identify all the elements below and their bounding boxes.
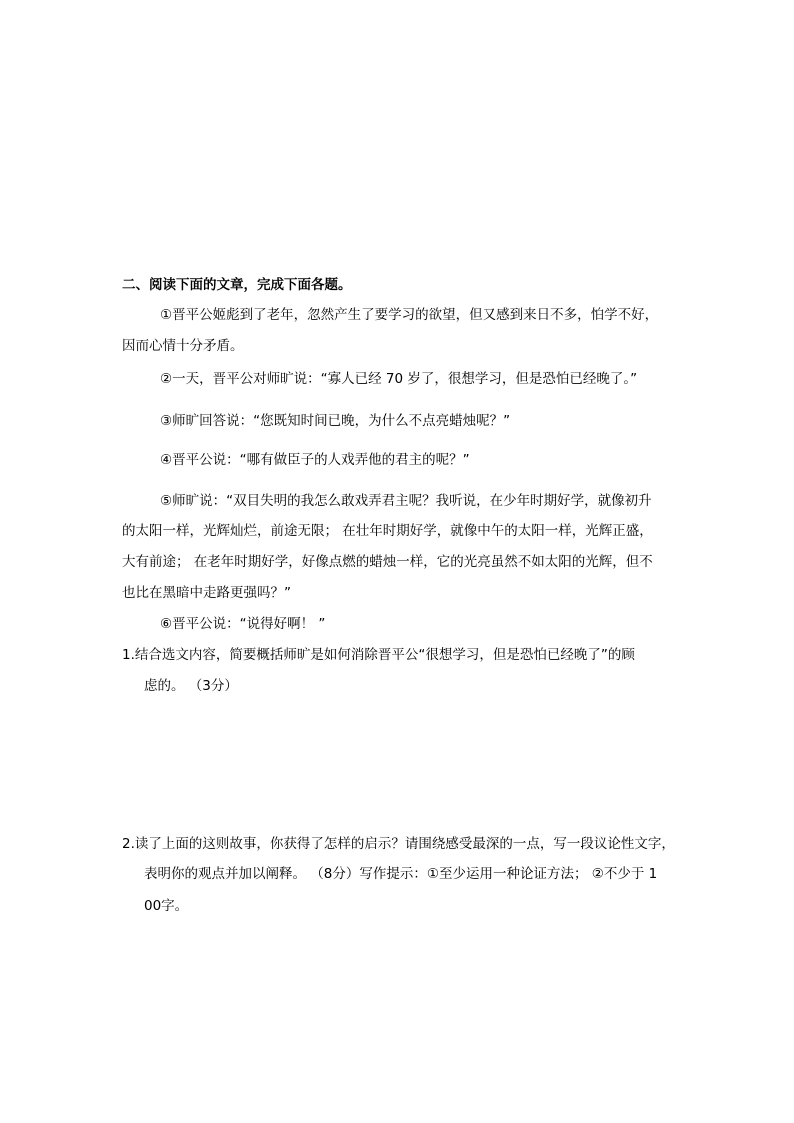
question-line: 00字。	[144, 898, 189, 914]
paragraph-line: 也比在黑暗中走路更强吗？”	[122, 585, 291, 601]
paragraph-line: ⑥晋平公说：“说得好啊！ ”	[160, 616, 326, 632]
section-heading: 二、阅读下面的文章，完成下面各题。	[122, 277, 352, 293]
question-line: 虑的。 （3分）	[144, 678, 238, 694]
paragraph-line: 大有前途； 在老年时期好学，好像点燃的蜡烛一样，它的光亮虽然不如太阳的光辉，但不	[122, 554, 653, 570]
paragraph-line: ①晋平公姬彪到了老年，忽然产生了要学习的欲望，但又感到来日不多，怕学不好，	[160, 307, 659, 323]
paragraph-line: ⑤师旷说：“双目失明的我怎么敢戏弄君主呢？我听说，在少年时期好学，就像初升	[160, 493, 652, 509]
paragraph-line: ④晋平公说：“哪有做臣子的人戏弄他的君主的呢？”	[160, 452, 470, 468]
paragraph-line: 的太阳一样，光辉灿烂，前途无限； 在壮年时期好学，就像中午的太阳一样，光辉正盛，	[122, 523, 653, 539]
paragraph-line: ②一天，晋平公对师旷说：“寡人已经 70 岁了，很想学习，但是恐怕已经晚了。”	[160, 371, 638, 387]
question-line: 1.结合选文内容，简要概括师旷是如何消除晋平公“很想学习，但是恐怕已经晚了”的顾	[122, 647, 635, 663]
paragraph-line: ③师旷回答说：“您既知时间已晚，为什么不点亮蜡烛呢？”	[160, 413, 511, 429]
paragraph-line: 因而心情十分矛盾。	[122, 338, 244, 354]
question-line: 表明你的观点并加以阐释。 （8分）写作提示：①至少运用一种论证方法； ②不少于 1	[144, 866, 658, 882]
question-line: 2.读了上面的这则故事，你获得了怎样的启示？请围绕感受最深的一点，写一段议论性文字，	[122, 836, 675, 852]
